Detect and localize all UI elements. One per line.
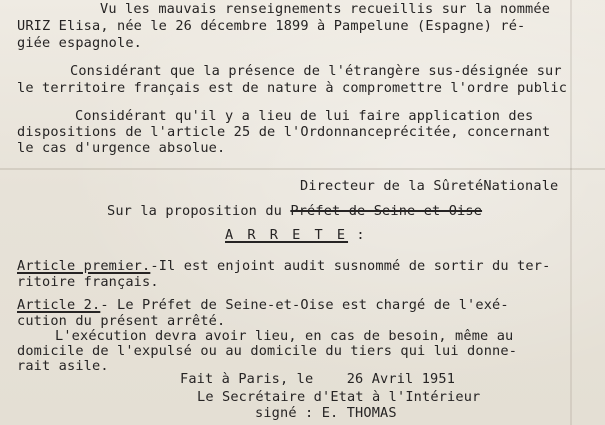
article-1-text-1: -Il est enjoint audit susnommé de sortir du ter- bbox=[150, 258, 551, 274]
secretary-line: Le Secrétaire d'Etat à l'Intérieur bbox=[197, 389, 481, 405]
paragraph-2-line-1: Considérant que la présence de l'étrangère sus-désignée sur bbox=[70, 63, 562, 79]
signed-name: E. THOMAS bbox=[321, 405, 397, 421]
paragraph-3-line-2: dispositions de l'article 25 de l'Ordonnanceprécitée, concernant bbox=[17, 124, 551, 140]
article-2-label: Article 2. bbox=[17, 297, 101, 313]
director-line: Directeur de la SûretéNationale bbox=[300, 178, 559, 194]
article-2-text-1: - Le Préfet de Seine-et-Oise est chargé de l'exé- bbox=[100, 297, 509, 313]
arrete-title: A R R E T E bbox=[225, 227, 349, 243]
arrete-heading bbox=[225, 227, 365, 243]
date-line bbox=[180, 371, 455, 387]
fait-a-label: Fait à Paris, le bbox=[180, 371, 314, 387]
execution-line-1: L'exécution devra avoir lieu, en cas de besoin, même au bbox=[55, 328, 514, 344]
article-1-line-1 bbox=[17, 258, 550, 274]
paragraph-1-line-3: giée espagnole. bbox=[17, 35, 143, 51]
signed-label: signé : bbox=[255, 405, 314, 421]
paragraph-3-line-1: Considérant qu'il y a lieu de lui faire application des bbox=[75, 108, 534, 124]
paragraph-1-line-1: Vu les mauvais renseignements recueillis sur la nommée bbox=[100, 1, 551, 17]
article-2-line-1 bbox=[17, 297, 509, 313]
signature-line bbox=[255, 405, 397, 421]
proposal-prefix: Sur la proposition du bbox=[107, 203, 283, 219]
proposal-struck-text: Préfet de Seine-et-Oise bbox=[290, 203, 483, 219]
document-date: 26 Avril 1951 bbox=[346, 371, 456, 387]
paper-fold-horizontal bbox=[0, 168, 605, 170]
article-2-line-2: cution du présent arrêté. bbox=[17, 313, 226, 329]
execution-line-3: rait asile. bbox=[17, 358, 109, 374]
paragraph-2-line-2: le territoire français est de nature à compromettre l'ordre public bbox=[17, 80, 568, 96]
arrete-colon: : bbox=[356, 227, 365, 243]
article-1-label: Article premier. bbox=[17, 258, 151, 274]
execution-line-2: domicile de l'expulsé ou au domicile du tiers qui lui donne- bbox=[17, 343, 518, 359]
paragraph-1-line-2: URIZ Elisa, née le 26 décembre 1899 à Pampelune (Espagne) ré- bbox=[17, 18, 526, 34]
paper-fold-vertical bbox=[570, 0, 572, 425]
paragraph-3-line-3: le cas d'urgence absolue. bbox=[17, 140, 226, 156]
article-1-line-2: ritoire français. bbox=[17, 274, 159, 290]
proposal-line bbox=[107, 203, 482, 219]
